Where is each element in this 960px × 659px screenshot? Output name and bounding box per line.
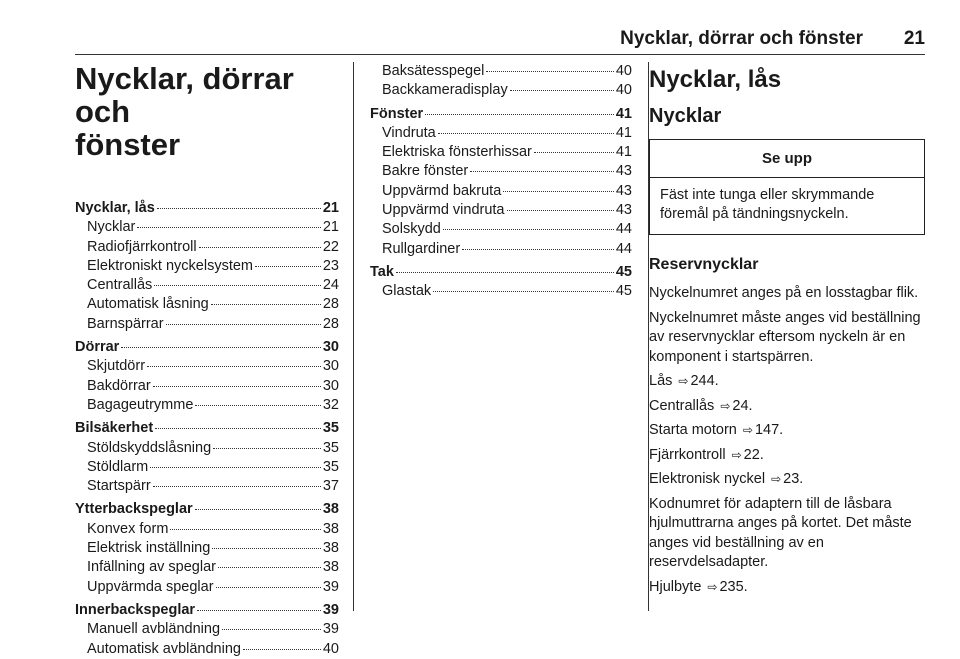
- toc-label: Stöldskyddslåsning: [87, 439, 212, 456]
- toc-page-number: 21: [322, 200, 339, 216]
- toc-leader-dots: [470, 171, 614, 172]
- toc-page-number: 39: [322, 578, 339, 595]
- toc-leader-dots: [155, 428, 321, 429]
- toc-label: Centrallås: [87, 277, 153, 294]
- toc-page-number: 44: [615, 221, 632, 238]
- toc-leader-dots: [137, 227, 321, 228]
- toc-entry[interactable]: [75, 458, 339, 477]
- toc-leader-dots: [147, 366, 321, 367]
- toc-page-number: 35: [322, 458, 339, 475]
- toc-leader-dots: [154, 285, 321, 286]
- toc-leader-dots: [197, 610, 321, 611]
- toc-label: Solskydd: [382, 221, 441, 238]
- toc-leader-dots: [218, 567, 321, 568]
- toc-chapter-entry[interactable]: [370, 263, 632, 282]
- toc-page-number: 24: [322, 277, 339, 294]
- toc-label: Skjutdörr: [87, 358, 146, 375]
- toc-page-number: 37: [322, 478, 339, 495]
- caution-heading: Se upp: [650, 140, 924, 178]
- toc-entry[interactable]: [75, 477, 339, 496]
- content-column: [649, 62, 927, 601]
- toc-leader-dots: [212, 548, 321, 549]
- arrow-right-icon: ⇨: [771, 472, 782, 486]
- toc-list-1: [75, 199, 339, 659]
- toc-entry[interactable]: [370, 143, 632, 162]
- toc-page-number: 21: [322, 219, 339, 236]
- toc-leader-dots: [222, 629, 321, 630]
- toc-page-number: 40: [322, 640, 339, 657]
- toc-leader-dots: [216, 587, 321, 588]
- toc-chapter-entry[interactable]: [75, 338, 339, 357]
- reference-label: Hjulbyte: [649, 578, 702, 595]
- toc-page-number: 30: [322, 377, 339, 394]
- toc-chapter-entry[interactable]: [75, 419, 339, 438]
- reference-label: Starta motorn: [649, 422, 737, 438]
- toc-leader-dots: [195, 509, 321, 510]
- toc-leader-dots: [153, 386, 321, 387]
- reference-wheel-change[interactable]: [649, 578, 927, 598]
- arrow-right-icon: ⇨: [731, 447, 742, 462]
- toc-entry[interactable]: [370, 220, 632, 239]
- toc-entry[interactable]: [370, 81, 632, 100]
- toc-label: Dörrar: [75, 339, 120, 356]
- cross-reference[interactable]: [649, 446, 927, 466]
- running-title: Nycklar, dörrar och fönster: [620, 28, 863, 49]
- toc-entry[interactable]: [75, 539, 339, 558]
- reference-page: 24.: [732, 397, 753, 414]
- toc-page-number: 45: [615, 263, 632, 280]
- toc-label: Radiofjärrkontroll: [87, 238, 197, 255]
- toc-leader-dots: [199, 247, 321, 248]
- toc-entry[interactable]: [75, 315, 339, 334]
- toc-label: Bagageutrymme: [87, 396, 194, 413]
- toc-label: Baksätesspegel: [382, 63, 485, 79]
- toc-page-number: 43: [615, 163, 632, 180]
- toc-leader-dots: [462, 249, 614, 250]
- toc-page-number: 45: [615, 283, 632, 300]
- toc-page-number: 43: [615, 202, 632, 219]
- toc-label: Stöldlarm: [87, 458, 149, 475]
- toc-page-number: 38: [322, 540, 339, 557]
- toc-page-number: 32: [322, 396, 339, 413]
- toc-leader-dots: [170, 529, 320, 530]
- toc-chapter-entry[interactable]: [75, 601, 339, 620]
- toc-leader-dots: [438, 133, 614, 134]
- toc-page-number: 28: [322, 296, 339, 313]
- toc-label: Infällning av speglar: [87, 559, 216, 576]
- toc-leader-dots: [507, 210, 614, 211]
- toc-entry[interactable]: [370, 182, 632, 201]
- toc-label: Elektrisk inställning: [87, 540, 211, 557]
- toc-leader-dots: [150, 467, 321, 468]
- toc-entry[interactable]: [370, 201, 632, 220]
- toc-page-number: 30: [322, 339, 339, 356]
- toc-label: Tak: [370, 263, 394, 280]
- page-number: 21: [903, 28, 925, 49]
- cross-reference[interactable]: [649, 372, 927, 392]
- cross-reference[interactable]: [649, 421, 927, 441]
- toc-label: Bakdörrar: [87, 377, 151, 394]
- toc-label: Glastak: [382, 283, 432, 300]
- toc-label: Backkameradisplay: [382, 82, 508, 99]
- toc-entry[interactable]: [75, 396, 339, 415]
- toc-entry[interactable]: [370, 124, 632, 143]
- section-subtitle: Nycklar: [649, 105, 722, 127]
- toc-label: Barnspärrar: [87, 315, 164, 332]
- toc-leader-dots: [443, 229, 614, 230]
- toc-entry[interactable]: [75, 276, 339, 295]
- toc-page-number: 38: [322, 501, 339, 518]
- toc-page-number: 41: [615, 144, 632, 161]
- toc-entry[interactable]: [75, 520, 339, 539]
- toc-leader-dots: [425, 114, 614, 115]
- toc-label: Fönster: [370, 105, 424, 122]
- toc-page-number: 30: [322, 358, 339, 375]
- toc-leader-dots: [503, 191, 614, 192]
- toc-label: Rullgardiner: [382, 240, 461, 257]
- reference-page: 244.: [690, 373, 719, 389]
- toc-leader-dots: [195, 405, 320, 406]
- toc-column-1: [75, 62, 339, 659]
- cross-reference[interactable]: [649, 397, 927, 417]
- reference-page: 22.: [743, 446, 764, 463]
- toc-label: Innerbackspeglar: [75, 601, 196, 618]
- toc-page-number: 35: [322, 439, 339, 456]
- section-title: Nycklar, lås: [649, 66, 782, 93]
- toc-leader-dots: [121, 347, 321, 348]
- reference-label: Lås: [649, 373, 673, 389]
- chapter-title-line1: Nycklar, dörrar och: [75, 61, 294, 129]
- toc-leader-dots: [166, 324, 321, 325]
- toc-page-number: 23: [322, 257, 339, 274]
- toc-chapter-entry[interactable]: [75, 199, 339, 218]
- toc-entry[interactable]: [75, 238, 339, 257]
- reference-page: 23.: [783, 471, 804, 487]
- toc-entry[interactable]: [370, 240, 632, 259]
- toc-leader-dots: [243, 649, 321, 650]
- arrow-right-icon: ⇨: [742, 423, 753, 437]
- reserve-heading: Reservnycklar: [649, 256, 759, 273]
- toc-entry[interactable]: [75, 295, 339, 314]
- toc-leader-dots: [510, 90, 614, 91]
- toc-leader-dots: [255, 266, 321, 267]
- toc-page-number: 44: [615, 240, 632, 257]
- toc-label: Automatisk avbländning: [87, 640, 241, 657]
- toc-page-number: 28: [322, 315, 339, 332]
- toc-page-number: 40: [615, 82, 632, 99]
- cross-reference[interactable]: [649, 470, 927, 490]
- toc-label: Uppvärmda speglar: [87, 578, 214, 595]
- toc-page-number: 35: [322, 420, 339, 437]
- reference-label: Centrallås: [649, 397, 715, 414]
- toc-label: Uppvärmd bakruta: [382, 182, 502, 199]
- toc-label: Automatisk låsning: [87, 296, 209, 313]
- toc-entry[interactable]: [75, 558, 339, 577]
- toc-entry[interactable]: [75, 257, 339, 276]
- paragraph-2: Nyckelnumret måste anges vid beställning av reservnycklar eftersom nyckeln är en komponent i startspärren.: [649, 309, 921, 365]
- toc-page-number: 39: [322, 621, 339, 638]
- toc-label: Bakre fönster: [382, 163, 469, 180]
- header-rule: [75, 54, 925, 55]
- reference-list: [649, 372, 927, 490]
- toc-label: Uppvärmd vindruta: [382, 202, 505, 219]
- arrow-right-icon: ⇨: [678, 374, 689, 388]
- paragraph-1: Nyckelnumret anges på en losstagbar flik.: [649, 285, 919, 301]
- toc-leader-dots: [153, 486, 321, 487]
- arrow-right-icon: ⇨: [720, 398, 731, 413]
- paragraph-3: Kodnumret för adaptern till de låsbara hjulmuttrarna anges på kortet. Det måste anges vid beställning av en reservdelsadapter.: [649, 495, 912, 570]
- toc-page-number: 38: [322, 520, 339, 537]
- toc-label: Nycklar: [87, 219, 136, 236]
- toc-page-number: 41: [615, 124, 632, 141]
- toc-entry[interactable]: [75, 620, 339, 639]
- toc-column-2: [370, 62, 632, 302]
- reference-page: 235.: [719, 578, 748, 595]
- toc-label: Startspärr: [87, 478, 151, 495]
- toc-entry[interactable]: [75, 357, 339, 376]
- toc-leader-dots: [213, 448, 321, 449]
- toc-label: Konvex form: [87, 520, 169, 537]
- toc-entry[interactable]: [370, 162, 632, 181]
- caution-box: [649, 139, 925, 235]
- toc-label: Nycklar, lås: [75, 200, 155, 216]
- toc-entry[interactable]: [75, 439, 339, 458]
- toc-entry[interactable]: [75, 578, 339, 597]
- toc-leader-dots: [433, 291, 614, 292]
- toc-leader-dots: [396, 272, 614, 273]
- toc-page-number: 40: [615, 63, 632, 79]
- toc-entry[interactable]: [370, 282, 632, 301]
- reference-label: Elektronisk nyckel: [649, 471, 766, 487]
- toc-label: Bilsäkerhet: [75, 420, 154, 437]
- toc-label: Manuell avbländning: [87, 621, 221, 638]
- toc-chapter-entry[interactable]: [75, 500, 339, 519]
- toc-page-number: 22: [322, 238, 339, 255]
- toc-label: Ytterbackspeglar: [75, 501, 193, 518]
- toc-label: Vindruta: [382, 124, 436, 141]
- reference-label: Fjärrkontroll: [649, 446, 726, 463]
- toc-label: Elektriska fönsterhissar: [382, 144, 532, 161]
- toc-page-number: 39: [322, 601, 339, 618]
- arrow-right-icon: ⇨: [707, 579, 718, 594]
- toc-page-number: 43: [615, 182, 632, 199]
- toc-entry[interactable]: [75, 640, 339, 659]
- toc-entry[interactable]: [370, 62, 632, 81]
- toc-leader-dots: [211, 304, 321, 305]
- toc-leader-dots: [157, 208, 321, 209]
- caution-text: Fäst inte tunga eller skrymmande föremål på tändningsnyckeln.: [660, 187, 875, 222]
- toc-leader-dots: [534, 152, 614, 153]
- toc-page-number: 41: [615, 105, 632, 122]
- toc-page-number: 38: [322, 559, 339, 576]
- toc-entry[interactable]: [75, 218, 339, 237]
- toc-list-2: [370, 62, 632, 302]
- reference-page: 147.: [754, 422, 784, 438]
- toc-label: Elektroniskt nyckelsystem: [87, 257, 253, 274]
- column-divider-1: [353, 62, 354, 611]
- chapter-title-line2: fönster: [75, 127, 181, 162]
- toc-leader-dots: [486, 71, 613, 72]
- chapter-title: [75, 62, 339, 161]
- toc-chapter-entry[interactable]: [370, 105, 632, 124]
- toc-entry[interactable]: [75, 377, 339, 396]
- page-header: [75, 28, 925, 54]
